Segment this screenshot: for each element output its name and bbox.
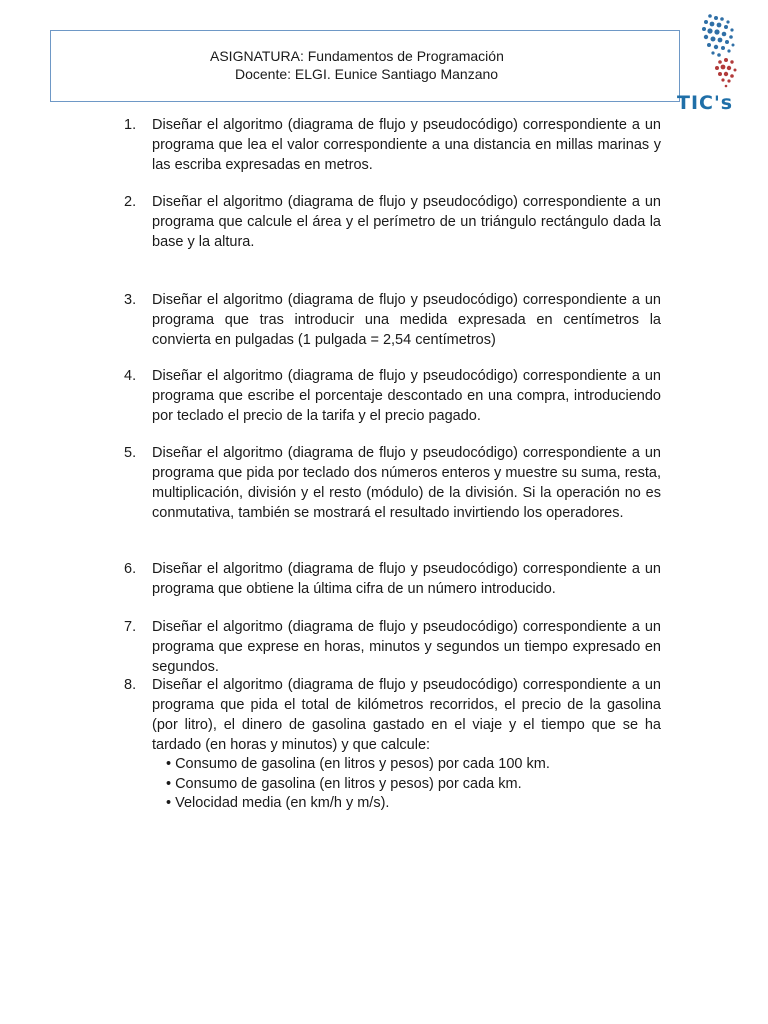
exercise-text: Diseñar el algoritmo (diagrama de flujo y pseudocódigo) correspondiente a un programa que escribe el porcentaje descontado en una compra, introduciendo por teclado el precio de la tarifa y el precio pagado. <box>152 368 661 424</box>
logo-text: TIC's <box>677 92 734 114</box>
exercise-number: 7. <box>124 619 137 635</box>
course-title: ASIGNATURA: Fundamentos de Programación <box>210 48 504 64</box>
bullet-item <box>166 794 661 814</box>
exercise-text: Diseñar el algoritmo (diagrama de flujo y pseudocódigo) correspondiente a un programa que lea el valor correspondiente a una distancia en millas marinas y las escriba expresadas en metros. <box>152 117 661 173</box>
bullet-item <box>166 775 661 795</box>
exercise-item <box>124 115 661 175</box>
exercise-item <box>124 366 661 426</box>
exercise-text: Diseñar el algoritmo (diagrama de flujo y pseudocódigo) correspondiente a un programa que pida el total de kilómetros recorridos, el precio de la gasolina (por litro), el dinero de gasolina gastado en el viaje y el tiempo que se ha tardado (en horas y minutos) y que calcule: <box>152 677 661 753</box>
exercise-item <box>124 192 661 252</box>
exercise-text: Diseñar el algoritmo (diagrama de flujo y pseudocódigo) correspondiente a un programa que pida por teclado dos números enteros y muestre su suma, resta, multiplicación, división y el resto (módulo) de la división. Si la operación no es conmutativa, también se mostrará el resultado invirtiendo los operadores. <box>152 445 661 521</box>
exercise-item <box>124 443 661 523</box>
bullet-icon: • <box>166 756 172 772</box>
bullet-icon: • <box>166 795 172 811</box>
exercise-text: Diseñar el algoritmo (diagrama de flujo y pseudocódigo) correspondiente a un programa que calcule el área y el perímetro de un triángulo rectángulo dada la base y la altura. <box>152 194 661 250</box>
exercise-number: 1. <box>124 117 137 133</box>
exercise-item <box>124 559 661 599</box>
exercise-text: Diseñar el algoritmo (diagrama de flujo y pseudocódigo) correspondiente a un programa que exprese en horas, minutos y segundos un tiempo expresado en segundos. <box>152 619 661 675</box>
exercise-number: 8. <box>124 677 137 693</box>
bullet-list <box>124 755 661 814</box>
exercise-item <box>124 617 661 677</box>
bullet-icon: • <box>166 775 172 792</box>
exercise-number: 3. <box>124 292 137 308</box>
bullet-text: Velocidad media (en km/h y m/s). <box>175 795 390 811</box>
exercise-text: Diseñar el algoritmo (diagrama de flujo y pseudocódigo) correspondiente a un programa que tras introducir una medida expresada en centímetros la convierta en pulgadas (1 pulgada = 2,54 centímetros) <box>152 292 661 348</box>
exercise-number: 6. <box>124 561 137 577</box>
teacher-name: Docente: ELGI. Eunice Santiago Manzano <box>235 66 499 82</box>
bullet-text: Consumo de gasolina (en litros y pesos) por cada km. <box>175 775 522 792</box>
exercise-number: 5. <box>124 445 137 461</box>
exercise-text: Diseñar el algoritmo (diagrama de flujo y pseudocódigo) correspondiente a un programa que obtiene la última cifra de un número introducido. <box>152 561 661 597</box>
exercise-number: 4. <box>124 368 137 384</box>
exercise-number: 2. <box>124 194 137 210</box>
bullet-item <box>166 755 661 775</box>
exercise-item <box>124 290 661 350</box>
bullet-text: Consumo de gasolina (en litros y pesos) por cada 100 km. <box>175 756 550 772</box>
exercise-item <box>124 675 661 814</box>
